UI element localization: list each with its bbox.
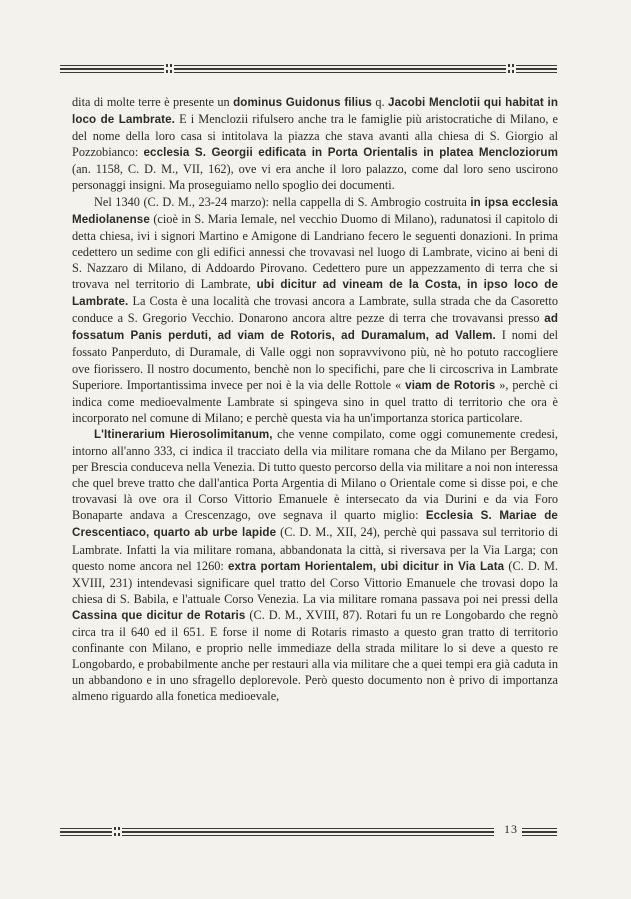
bold-quotation: Cassina que dicitur de Rotaris bbox=[72, 608, 246, 622]
bold-quotation: Ecclesia S. Mariae de Crescentiaco, quarto ab urbe lapide bbox=[72, 509, 558, 540]
bottom-ornamental-rule bbox=[60, 827, 494, 836]
bold-quotation: viam de Rotoris bbox=[405, 378, 496, 392]
text-run: I nomi del fossato Panperduto, di Duramale, di Valle oggi non sopravvivono più, nè ho potuto raccogliere ove fiorissero. Il nostro documento, benchè non lo specifichi, pare che li circoscriva in Lambrate Superiore. Importantissima invece per noi è la via delle Rottole « bbox=[72, 328, 558, 392]
text-run: (an. 1158, C. D. M., VII, 162), ove vi era anche il loro palazzo, come dal loro seno uscirono personaggi insigni. Ma proseguiamo nello spoglio dei documenti. bbox=[72, 162, 558, 193]
rule-ornament bbox=[164, 63, 174, 74]
bold-quotation: L'Itinerarium Hierosolimitanum, bbox=[94, 427, 273, 441]
text-run: dita di molte terre è presente un bbox=[72, 95, 234, 109]
text-run: (C. D. M. XVIII, 231) intendevasi significare quel tratto del Corso Vittorio Emanuele che trovasi dopo la chiesa di S. Babila, e l'attuale Corso Venezia. La via militare romana passava poi nei pressi della bbox=[72, 558, 558, 606]
bottom-rule-end bbox=[522, 827, 557, 836]
page-number: 13 bbox=[504, 822, 518, 836]
body-text bbox=[72, 94, 558, 704]
text-run: La Costa è una località che trovasi ancora a Lambrate, sulla strada che da Casoretto conduce a S. Gregorio Vecchio. Donarono ancora altre pezze di terra che trovavansi presso bbox=[72, 294, 558, 326]
text-run: che venne compilato, come oggi comunemente credesi, intorno all'anno 333, ci indica il tracciato della via militare romana che da Milano per Bergamo, per Brescia conduceva nella Venezia. Di tutto questo percorso della via militare a noi non interessa che quel breve tratto che dall'antica Porta Argentia di Milano o Orientale come si disse poi, e che trovavasi là ove ora il Corso Vittorio Emanuele è intersecato da via Durini e da via Foro Bonaparte andava a Crescenzago, ove segnava il quarto miglio: bbox=[72, 426, 559, 523]
bold-quotation: ecclesia S. Georgii edificata in Porta Orientalis in platea Mencloziorum bbox=[143, 146, 558, 160]
text-run: (C. D. M., XII, 24), perchè qui passava sul territorio di Lambrate. Infatti la via militare romana, abbandonata la città, si riversava per la Via Larga; con questo nome ancora nel 1260: bbox=[72, 525, 558, 573]
rule-ornament bbox=[506, 63, 516, 74]
paragraph bbox=[72, 426, 558, 705]
bold-quotation: extra portam Horientalem, ubi dicitur in Via Lata bbox=[227, 559, 505, 573]
text-run: E i Menclozii rifulsero anche tra le famiglie più aristocratiche di Milano, e del nome della loro casa si intitolava la piazza che stava avanti alla chiesa di S. Giorgio al Pozzobianco: bbox=[72, 112, 558, 160]
bold-quotation: ubi dicitur ad vineam de la Costa, in ipso loco de Lambrate. bbox=[72, 278, 558, 309]
text-run: », perchè ci indica come medioevalmente Lambrate si spingeva sino in quel tratto di territorio che ora è incorporato nel comune di Milano; e perchè questa via ha un'importanza storica particolare. bbox=[72, 377, 558, 425]
bold-quotation: Jacobi Menclotii qui habitat in loco de Lambrate. bbox=[72, 96, 559, 127]
top-ornamental-rule bbox=[60, 64, 557, 73]
bold-quotation: in ipsa ecclesia Mediolanense bbox=[72, 195, 558, 226]
text-run: (cioè in S. Maria Iemale, nel vecchio Duomo di Milano), radunatosi il capitolo di detta chiesa, ivi i signori Martino e Amigone di Landriano fecero le seguenti donazioni. In prima cedettero un sedime con gli edifici annessi che trovavasi nel luogo di Lambrate, vicino ai beni di S. Nazzaro di Milano, di Addoardo Pirovano. Cedettero pure un appezzamento di terra che si trovava nel territorio di Lambrate, bbox=[72, 211, 558, 292]
paragraph bbox=[72, 94, 558, 194]
paragraph bbox=[72, 194, 558, 426]
bold-quotation: dominus Guidonus filius bbox=[233, 96, 372, 109]
bold-quotation: ad fossatum Panis perduti, ad viam de Rotoris, ad Duramalum, ad Vallem. bbox=[72, 312, 558, 343]
text-run: Nel 1340 (C. D. M., 23-24 marzo): nella cappella di S. Ambrogio costruita bbox=[94, 194, 471, 209]
rule-ornament bbox=[112, 826, 122, 837]
text-run: q. bbox=[371, 95, 389, 109]
text-run: (C. D. M., XVIII, 87). Rotari fu un re Longobardo che regnò circa tra il 640 ed il 651. E forse il nome di Rotaris rimasto a questo gran tratto di territorio confinante con Milano, e proprio nelle immediaze della strada militare lo si deve a questo re Longobardo, e probabilmente anche per restauri alla via militare che a quei tempi era già caduta in un abbandono e in uno sfragello deplorevole. Però questo documento non è privo di importanza almeno riguardo alla fonetica medioevale, bbox=[72, 607, 558, 704]
